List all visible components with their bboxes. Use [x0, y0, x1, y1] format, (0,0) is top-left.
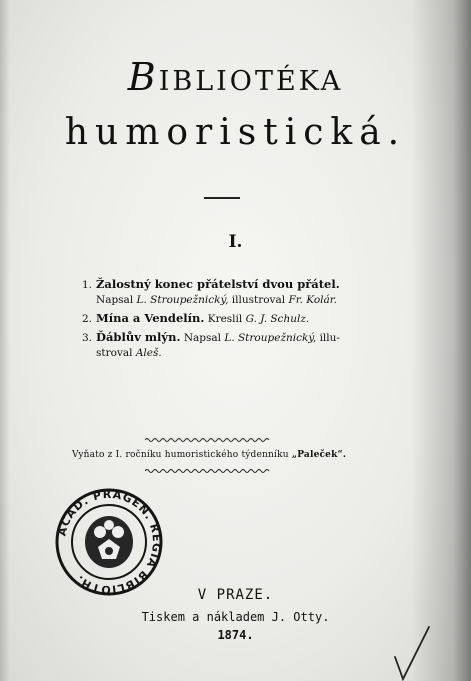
series-title-rest: IBLIOTÉKA [158, 66, 344, 97]
page-shadow-left [0, 0, 10, 681]
author-name: L. Stroupežnický, [136, 294, 229, 306]
series-title-line2: humoristická. [64, 112, 407, 153]
imprint-year: 1874. [217, 628, 254, 642]
item-title: Žalostný konec přátelství dvou přátel. [96, 277, 340, 291]
credit-prefix: Kreslil [207, 313, 243, 325]
item-number: 3. [82, 332, 93, 344]
credit-mid: illustroval [231, 294, 286, 306]
wavy-rule-top [145, 437, 270, 443]
divider-rule [204, 197, 240, 199]
author-name: L. Stroupežnický, [224, 332, 317, 344]
svg-text:ACAD. PRAGEN. REGIA BIBLIOTH.: ACAD. PRAGEN. REGIA BIBLIOTH. [55, 487, 164, 597]
credit-line2-prefix: stroval [96, 347, 133, 359]
journal-name: „Paleček“. [291, 450, 347, 460]
imprint-printer: Tiskem a nákladem J. Otty. [141, 610, 330, 624]
pencil-checkmark-icon [392, 625, 432, 681]
credit-mid: illu- [319, 332, 340, 344]
series-title-line1 [0, 55, 471, 99]
excerpt-note [72, 450, 412, 460]
page-shadow-right [411, 0, 471, 681]
illustrator-name: Fr. Kolár. [288, 294, 337, 306]
credit-prefix: Napsal [183, 332, 221, 344]
imprint-place: V PRAZE. [197, 587, 274, 603]
volume-number: I. [228, 232, 243, 252]
wavy-rule-bottom [145, 468, 270, 474]
illustrator-name: Aleš. [135, 347, 162, 359]
library-stamp-icon [54, 487, 164, 597]
list-item [82, 311, 382, 327]
table-of-contents [82, 277, 382, 364]
author-name: G. J. Schulz. [245, 313, 310, 325]
item-number: 2. [82, 313, 93, 325]
item-title: Mína a Vendelín. [96, 311, 205, 325]
item-number: 1. [82, 279, 93, 291]
item-title: Ďáblův mlýn. [96, 330, 181, 344]
excerpt-text: Vyňato z I. ročníku humoristického týdenníku [72, 450, 289, 460]
credit-prefix: Napsal [96, 294, 134, 306]
list-item [82, 277, 382, 308]
ornamental-initial: B [127, 55, 159, 99]
list-item [82, 330, 382, 361]
